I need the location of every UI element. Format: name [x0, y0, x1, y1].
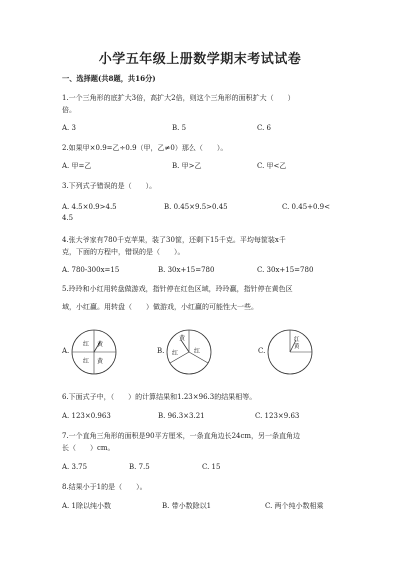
spinner-c-letter[interactable]: C.: [258, 347, 266, 355]
q4-option-c[interactable]: C. 30x+15=780: [257, 266, 314, 274]
q8-option-b[interactable]: B. 带小数除以1: [162, 502, 212, 510]
q7-stem-cont: 长（ ）cm。: [62, 444, 115, 452]
spinner-a-label-2: 黄: [97, 341, 104, 348]
q8-option-c[interactable]: C. 两个纯小数相乘: [265, 502, 324, 510]
q3-option-c[interactable]: C. 0.45+0.9<: [282, 203, 331, 211]
q3-option-b[interactable]: B. 0.45×9.5>0.45: [164, 203, 228, 211]
q5-stem-cont: 域，小红赢。用转盘（ ）做游戏，小红赢的可能性大一些。: [62, 303, 258, 311]
spinner-a-label-1: 红: [83, 341, 90, 348]
spinner-b[interactable]: [165, 328, 213, 376]
q1-stem-cont: 倍。: [62, 106, 76, 114]
q3-option-c-cont: 4.5: [62, 214, 74, 222]
q5-stem: 5.玲玲和小红用转盘做游戏，指针停在红色区域，玲玲赢，指针停在黄色区: [62, 285, 293, 293]
q6-option-a[interactable]: A. 123×0.963: [62, 412, 111, 420]
q3-option-a[interactable]: A. 4.5×0.9>4.5: [62, 203, 117, 211]
page-title: 小学五年级上册数学期末考试试卷: [98, 52, 302, 67]
q1-option-c[interactable]: C. 6: [257, 124, 272, 132]
q1-stem: 1.一个三角形的底扩大3倍，高扩大2倍，则这个三角形的面积扩大（ ）: [62, 94, 295, 102]
spinner-b-label-2: 红: [172, 350, 179, 357]
q4-stem-cont: 克，下面的方程中，错误的是（ ）。: [62, 248, 185, 256]
spinner-b-label-3: 红: [194, 348, 201, 355]
q7-option-b[interactable]: B. 7.5: [129, 463, 150, 471]
q4-stem: 4.张大爷家有780千克苹果，装了30筐，还剩下15千克。平均每筐装x千: [62, 236, 286, 244]
q4-option-b[interactable]: B. 30x+15=780: [158, 266, 215, 274]
spinner-c[interactable]: [266, 328, 314, 376]
spinner-a[interactable]: [70, 328, 118, 376]
q4-option-a[interactable]: A. 780-300x=15: [62, 266, 120, 274]
q3-stem: 3.下列式子错误的是（ ）。: [62, 182, 157, 190]
q6-stem: 6.下面式子中，（ ）的计算结果和1.23×96.3的结果相等。: [62, 393, 257, 401]
q7-stem: 7.一个直角三角形的面积是90平方厘米，一条直角边长24cm，另一条直角边: [62, 432, 301, 440]
q7-option-a[interactable]: A. 3.75: [62, 463, 88, 471]
q6-option-c[interactable]: C. 123×9.63: [255, 412, 300, 420]
q8-stem: 8.结果小于1的是（ ）。: [62, 483, 147, 491]
q2-option-a[interactable]: A. 甲=乙: [62, 162, 92, 170]
q6-option-b[interactable]: B. 96.3×3.21: [158, 412, 205, 420]
spinner-b-letter[interactable]: B.: [157, 347, 165, 355]
q2-stem: 2.如果甲×0.9=乙÷0.9（甲，乙≠0）那么（ ）。: [62, 144, 228, 152]
section-heading: 一、选择题(共8题，共16分): [62, 74, 156, 83]
q2-option-c[interactable]: C. 甲<乙: [257, 162, 287, 170]
spinner-c-label-1: 红: [294, 337, 300, 343]
spinner-a-label-4: 黄: [97, 358, 104, 365]
q1-option-a[interactable]: A. 3: [62, 124, 76, 132]
q7-option-c[interactable]: C. 15: [202, 463, 221, 471]
spinner-b-label-1: 黄: [179, 335, 186, 342]
q1-option-b[interactable]: B. 5: [172, 124, 187, 132]
q8-option-a[interactable]: A. 1除以纯小数: [62, 502, 111, 510]
spinner-a-letter[interactable]: A.: [62, 347, 70, 355]
q2-option-b[interactable]: B. 甲>乙: [172, 162, 202, 170]
spinner-c-label-2: 黄: [294, 344, 300, 350]
spinner-a-label-3: 红: [83, 358, 90, 365]
